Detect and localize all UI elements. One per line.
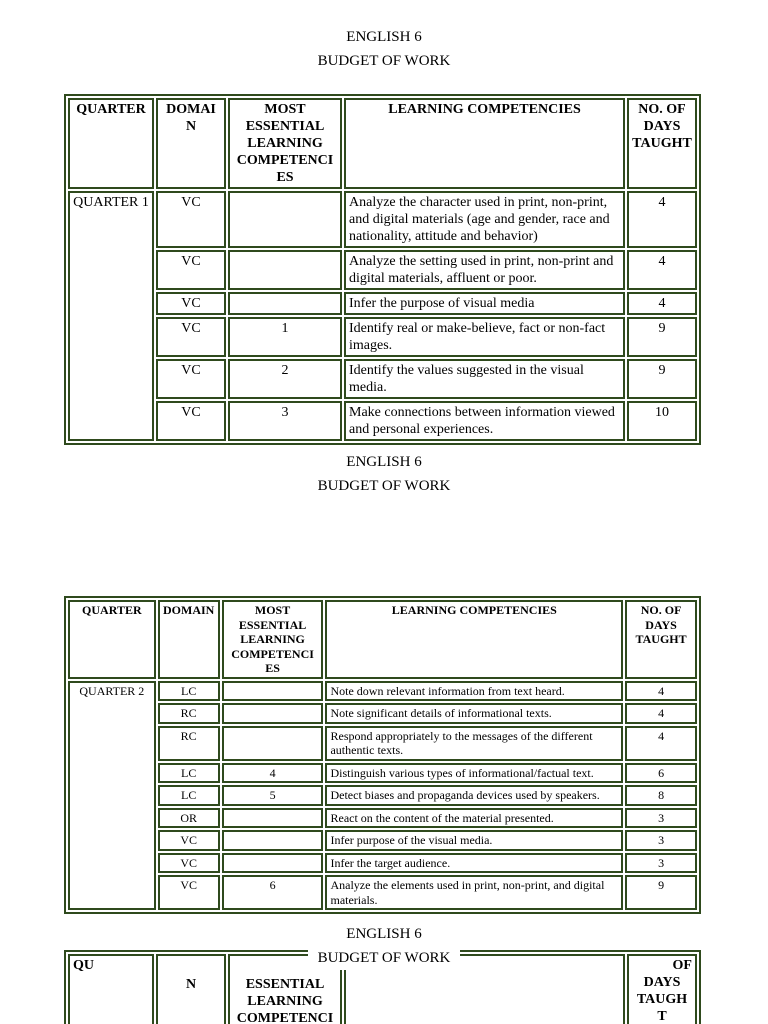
melc-cell: 6 xyxy=(222,875,324,910)
header-domain: DOMAI N xyxy=(156,98,226,189)
competency-cell: Analyze the setting used in print, non-print and digital materials, affluent or poor. xyxy=(344,250,625,290)
competency-cell: Analyze the character used in print, non-print, and digital materials (age and gender, race and nationality, attitude and behavior) xyxy=(344,191,625,248)
quarter-cell: QUARTER 2 xyxy=(68,681,156,911)
domain-cell: VC xyxy=(158,875,220,910)
doc-subtitle: BUDGET OF WORK xyxy=(308,946,461,970)
days-cell: 3 xyxy=(625,808,697,829)
header-learning-competencies: LEARNING COMPETENCIES xyxy=(325,600,623,679)
header-days-partial-main: DAYS TAUGH T xyxy=(636,975,688,1024)
header-days-partial-top: OF xyxy=(672,958,692,973)
days-cell: 8 xyxy=(625,785,697,806)
days-cell: 3 xyxy=(625,830,697,851)
competency-cell: Identify real or make-believe, fact or non-fact images. xyxy=(344,317,625,357)
days-cell: 4 xyxy=(625,681,697,702)
melc-cell xyxy=(222,681,324,702)
domain-cell: RC xyxy=(158,703,220,724)
domain-cell: VC xyxy=(156,191,226,248)
table-row xyxy=(68,726,697,761)
competency-cell: Distinguish various types of informational/factual text. xyxy=(325,763,623,784)
header-melc: MOST ESSENTIAL LEARNING COMPETENCI ES xyxy=(228,98,342,189)
domain-cell: LC xyxy=(158,785,220,806)
document-heading-2 xyxy=(0,450,768,498)
header-melc-partial: ESSENTIAL LEARNING COMPETENCI xyxy=(228,954,342,1024)
table-row xyxy=(68,703,697,724)
competency-cell: Identify the values suggested in the visual media. xyxy=(344,359,625,399)
domain-cell: LC xyxy=(158,681,220,702)
header-domain-partial: N xyxy=(156,954,226,1024)
domain-cell: VC xyxy=(156,250,226,290)
melc-cell xyxy=(222,726,324,761)
melc-cell xyxy=(228,292,342,315)
melc-cell xyxy=(222,830,324,851)
melc-cell: 4 xyxy=(222,763,324,784)
days-cell: 6 xyxy=(625,763,697,784)
competency-cell: Analyze the elements used in print, non-print, and digital materials. xyxy=(325,875,623,910)
table-row xyxy=(68,250,697,290)
competency-cell: Note significant details of informational texts. xyxy=(325,703,623,724)
header-learning-competencies: LEARNING COMPETENCIES xyxy=(344,98,625,189)
days-cell: 3 xyxy=(625,853,697,874)
doc-subtitle: BUDGET OF WORK xyxy=(317,53,451,69)
domain-cell: VC xyxy=(156,359,226,399)
table-row xyxy=(68,763,697,784)
table-row xyxy=(68,830,697,851)
competency-cell: Infer purpose of the visual media. xyxy=(325,830,623,851)
domain-cell: LC xyxy=(158,763,220,784)
table-row xyxy=(68,808,697,829)
competency-cell: Infer the target audience. xyxy=(325,853,623,874)
days-cell: 10 xyxy=(627,401,697,441)
table-row xyxy=(68,401,697,441)
budget-table-quarter-2 xyxy=(64,596,701,914)
header-quarter: QUARTER xyxy=(68,98,154,189)
competency-cell: Detect biases and propaganda devices used by speakers. xyxy=(325,785,623,806)
melc-cell: 5 xyxy=(222,785,324,806)
domain-cell: VC xyxy=(158,853,220,874)
melc-cell: 1 xyxy=(228,317,342,357)
table-row xyxy=(68,875,697,910)
melc-cell: 3 xyxy=(228,401,342,441)
days-cell: 4 xyxy=(627,292,697,315)
days-cell: 4 xyxy=(625,703,697,724)
table-row xyxy=(68,853,697,874)
competency-cell: Respond appropriately to the messages of the different authentic texts. xyxy=(325,726,623,761)
header-domain: DOMAIN xyxy=(158,600,220,679)
table-row xyxy=(68,191,697,248)
days-cell: 4 xyxy=(625,726,697,761)
competency-cell: React on the content of the material presented. xyxy=(325,808,623,829)
header-quarter: QUARTER xyxy=(68,600,156,679)
days-cell: 9 xyxy=(627,317,697,357)
table-row xyxy=(68,681,697,702)
table-row xyxy=(68,317,697,357)
days-cell: 4 xyxy=(627,250,697,290)
header-quarter-partial: QU xyxy=(68,954,154,1024)
competency-cell: Note down relevant information from text heard. xyxy=(325,681,623,702)
document-heading-1 xyxy=(0,25,768,73)
domain-cell: OR xyxy=(158,808,220,829)
table-row xyxy=(68,292,697,315)
melc-cell xyxy=(228,250,342,290)
competency-cell: Make connections between information viewed and personal experiences. xyxy=(344,401,625,441)
days-cell: 9 xyxy=(625,875,697,910)
header-melc: MOST ESSENTIAL LEARNING COMPETENCI ES xyxy=(222,600,324,679)
quarter-cell: QUARTER 1 xyxy=(68,191,154,441)
header-days-taught: NO. OF DAYS TAUGHT xyxy=(627,98,697,189)
domain-cell: VC xyxy=(156,401,226,441)
budget-table-quarter-1 xyxy=(64,94,701,445)
doc-title: ENGLISH 6 xyxy=(336,922,431,946)
domain-cell: VC xyxy=(158,830,220,851)
doc-title: ENGLISH 6 xyxy=(346,29,422,45)
document-heading-3 xyxy=(0,922,768,970)
competency-cell: Infer the purpose of visual media xyxy=(344,292,625,315)
days-cell: 4 xyxy=(627,191,697,248)
melc-cell xyxy=(228,191,342,248)
doc-title: ENGLISH 6 xyxy=(346,454,422,470)
domain-cell: VC xyxy=(156,317,226,357)
header-days-taught: NO. OF DAYS TAUGHT xyxy=(625,600,697,679)
table-row xyxy=(68,785,697,806)
days-cell: 9 xyxy=(627,359,697,399)
domain-cell: VC xyxy=(156,292,226,315)
melc-cell xyxy=(222,808,324,829)
melc-cell xyxy=(222,703,324,724)
table-row xyxy=(68,359,697,399)
melc-cell xyxy=(222,853,324,874)
domain-cell: RC xyxy=(158,726,220,761)
melc-cell: 2 xyxy=(228,359,342,399)
doc-subtitle: BUDGET OF WORK xyxy=(317,478,451,494)
